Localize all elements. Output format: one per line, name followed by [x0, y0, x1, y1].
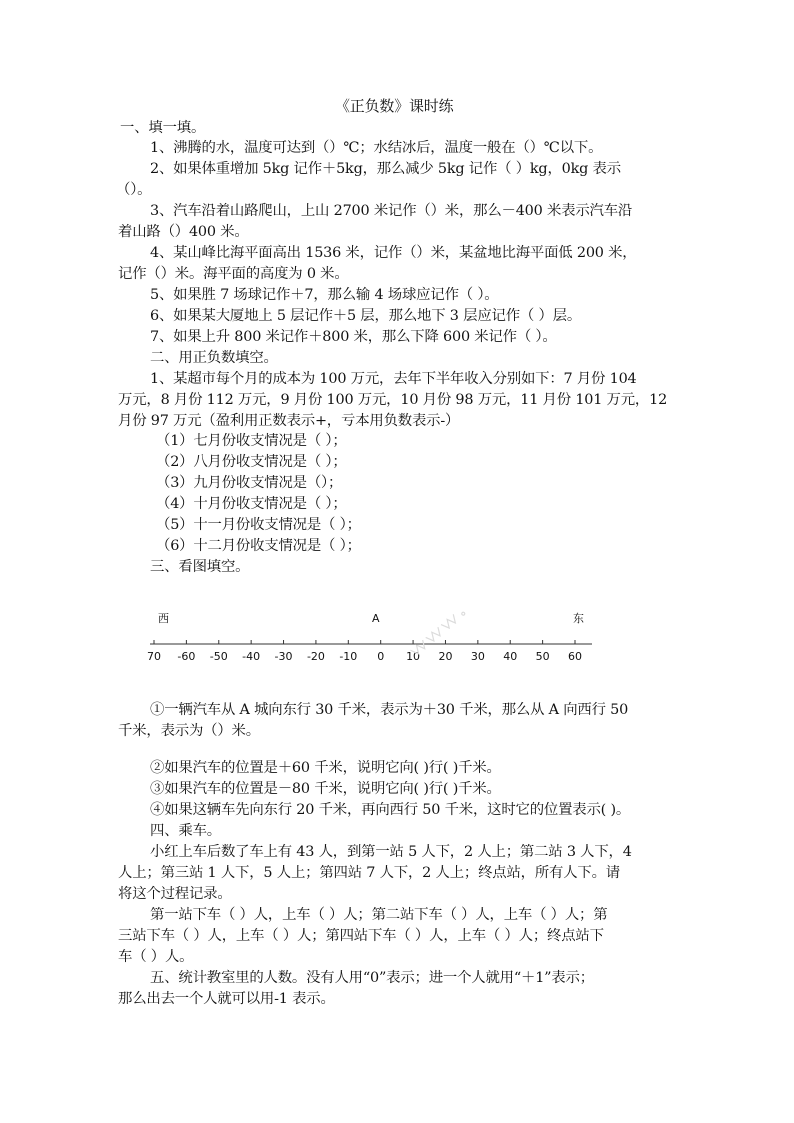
number-line-tick-label: -50 — [209, 650, 228, 663]
question-1-7: 7、如果上升 800 米记作＋800 米，那么下降 600 米记作（ ）。 — [150, 329, 557, 345]
question-3-3: ③如果汽车的位置是－80 千米，说明它向( )行( )千米。 — [150, 781, 501, 797]
number-line-ticks — [147, 640, 582, 663]
question-1-5: 5、如果胜 7 场球记作＋7，那么输 4 场球应记作（ ）。 — [150, 287, 499, 303]
section-5-heading: 五、统计教室里的人数。没有人用“0”表示；进一个人就用“＋1”表示； — [150, 970, 594, 986]
sub-question-2-1-1: （1）七月份收支情况是（ ）； — [156, 433, 347, 449]
number-line-tick-label: 0 — [377, 650, 385, 663]
number-line-tick-label: 60 — [568, 650, 582, 663]
section-5-cont: 那么出去一个人就可以用-1 表示。 — [118, 991, 335, 1007]
city-a-label: A — [372, 612, 380, 625]
question-4-text-cont-1: 人上；第三站 1 人下，5 人上；第四站 7 人下，2 人上；终点站，所有人下。请 — [118, 865, 620, 881]
sub-question-2-1-5: （5）十一月份收支情况是（ ）； — [156, 517, 361, 533]
number-line-tick-label: -10 — [339, 650, 358, 663]
number-line-tick-label: -40 — [242, 650, 261, 663]
question-1-1: 1、沸腾的水，温度可达到（）℃；水结冰后，温度一般在（）℃以下。 — [150, 140, 603, 156]
number-line-tick-label: -30 — [274, 650, 293, 663]
question-4-answer-cont-2: 车（ ）人。 — [118, 949, 194, 965]
question-2-1-cont-2: 月份 97 万元（盈利用正数表示+，亏本用负数表示-） — [118, 413, 460, 429]
question-1-4-cont: 记作（）米。海平面的高度为 0 米。 — [118, 266, 349, 282]
question-1-3: 3、汽车沿着山路爬山，上山 2700 米记作（）米，那么－400 米表示汽车沿 — [150, 203, 633, 219]
number-line-tick-label: 30 — [470, 650, 485, 663]
question-1-2: 2、如果体重增加 5kg 记作＋5kg，那么减少 5kg 记作（ ）kg，0kg 表示 — [150, 161, 621, 177]
section-3-heading: 三、看图填空。 — [150, 559, 250, 575]
question-3-4: ④如果这辆车先向东行 20 千米，再向西行 50 千米，这时它的位置表示( )。 — [150, 802, 631, 818]
number-line-tick-label: -60 — [177, 650, 196, 663]
question-1-6: 6、如果某大厦地上 5 层记作＋5 层，那么地下 3 层应记作（ ）层。 — [150, 308, 582, 324]
question-1-2-cont: （）。 — [116, 182, 152, 198]
east-label: 东 — [573, 612, 584, 625]
number-line-tick-label: 10 — [406, 650, 421, 663]
section-2-heading: 二、用正负数填空。 — [150, 350, 278, 366]
question-3-1-cont: 千米，表示为（）米。 — [118, 723, 260, 739]
question-4-text: 小红上车后数了车上有 43 人，到第一站 5 人下，2 人上；第二站 3 人下，4 — [150, 844, 632, 860]
worksheet-title: 《正负数》课时练 — [335, 97, 454, 115]
sub-question-2-1-4: （4）十月份收支情况是（ ）； — [156, 496, 347, 512]
question-3-1: ①一辆汽车从 A 城向东行 30 千米，表示为＋30 千米，那么从 A 向西行 50 — [150, 702, 629, 718]
question-4-text-cont-2: 将这个过程记录。 — [118, 886, 232, 902]
question-2-1-cont-1: 万元，8 月份 112 万元，9 月份 100 万元，10 月份 98 万元，11 月份 101 万元，12 — [118, 392, 668, 408]
number-line-tick-label: 50 — [535, 650, 550, 663]
question-4-answer-cont-1: 三站下车（ ）人，上车（ ）人；第四站下车（ ）人，上车（ ）人；终点站下 — [118, 928, 604, 944]
number-line-tick-label: -20 — [306, 650, 325, 663]
question-1-4: 4、某山峰比海平面高出 1536 米，记作（）米，某盆地比海平面低 200 米， — [150, 245, 637, 261]
section-4-heading: 四、乘车。 — [150, 823, 221, 839]
number-line-tick-label: 40 — [503, 650, 518, 663]
number-line-tick-label: 20 — [438, 650, 453, 663]
section-1-heading: 一、填一填。 — [120, 120, 206, 136]
question-1-3-cont: 着山路（）400 米。 — [118, 224, 249, 240]
watermark-mark — [395, 598, 485, 658]
sub-question-2-1-3: （3）九月份收支情况是（）； — [156, 475, 343, 491]
sub-question-2-1-6: （6）十二月份收支情况是（ ）； — [156, 538, 361, 554]
question-2-1: 1、某超市每个月的成本为 100 万元，去年下半年收入分别如下：7 月份 104 — [150, 371, 637, 387]
west-label: 西 — [158, 612, 169, 625]
sub-question-2-1-2: （2）八月份收支情况是（ ）； — [156, 454, 347, 470]
number-line-diagram — [140, 604, 600, 664]
question-4-answer: 第一站下车（ ）人，上车（ ）人；第二站下车（ ）人，上车（ ）人；第 — [150, 907, 608, 923]
question-3-2: ②如果汽车的位置是＋60 千米，说明它向( )行( )千米。 — [150, 760, 501, 776]
number-line-tick-label: 70 — [147, 650, 161, 663]
